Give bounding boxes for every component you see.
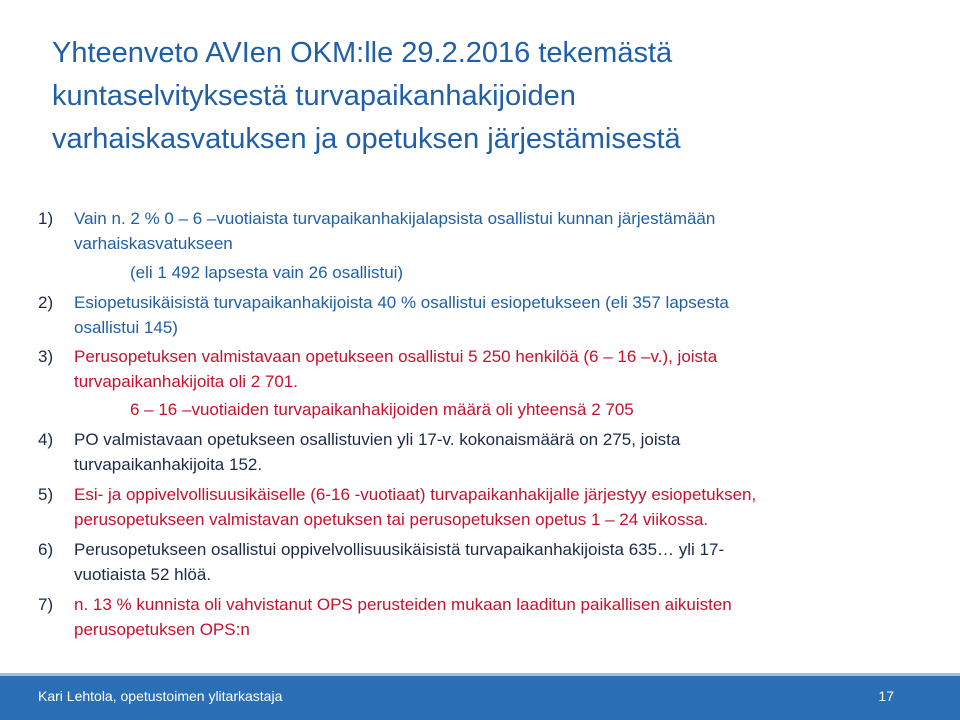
title-line-3: varhaiskasvatuksen ja opetuksen järjestämisestä [52, 123, 681, 155]
item-number: 7) [38, 595, 54, 614]
item-text-line: Esi- ja oppivelvollisuusikäiselle (6-16 -vuotiaat) turvapaikanhakijalle järjestyy esiopetuksen, [74, 485, 757, 504]
list-item-1 [38, 206, 938, 285]
title-line-2: kuntaselvityksestä turvapaikanhakijoiden [52, 80, 576, 112]
item-text-line: perusopetuksen OPS:n [74, 620, 250, 639]
item-number: 2) [38, 293, 54, 312]
item-text-line: osallistui 145) [74, 318, 178, 337]
item-text-line: turvapaikanhakijoita oli 2 701. [74, 372, 298, 391]
list-item-6 [38, 537, 938, 587]
summary-list [38, 206, 938, 642]
slide-title [52, 32, 912, 161]
list-item-4 [38, 427, 938, 477]
item-text-line: Perusopetukseen osallistui oppivelvollisuusikäisistä turvapaikanhakijoista 635… yli 17- [74, 540, 725, 559]
item-number: 1) [38, 209, 54, 228]
item-text-line: PO valmistavaan opetukseen osallistuvien yli 17-v. kokonaismäärä on 275, joista [74, 430, 681, 449]
list-item-3 [38, 344, 938, 422]
title-line-1: Yhteenveto AVIen OKM:lle 29.2.2016 tekemästä [52, 37, 673, 69]
footer-author: Kari Lehtola, opetustoimen ylitarkastaja [38, 688, 283, 704]
page-number: 17 [878, 688, 894, 704]
item-text-line: perusopetukseen valmistavan opetuksen tai perusopetuksen opetus 1 – 24 viikossa. [74, 510, 709, 529]
item-subnote: (eli 1 492 lapsesta vain 26 osallistui) [130, 263, 404, 282]
item-number: 5) [38, 485, 54, 504]
item-text-line: Perusopetuksen valmistavaan opetukseen osallistui 5 250 henkilöä (6 – 16 –v.), joista [74, 347, 718, 366]
item-subnote: 6 – 16 –vuotiaiden turvapaikanhakijoiden määrä oli yhteensä 2 705 [130, 400, 634, 419]
item-number: 4) [38, 430, 54, 449]
item-number: 6) [38, 540, 54, 559]
item-text-line: vuotiaista 52 hlöä. [74, 565, 212, 584]
item-text-line: Vain n. 2 % 0 – 6 –vuotiaista turvapaikanhakijalapsista osallistui kunnan järjestämään [74, 209, 716, 228]
item-text-line: varhaiskasvatukseen [74, 234, 233, 253]
list-item-5 [38, 482, 938, 532]
item-number: 3) [38, 347, 54, 366]
list-item-7 [38, 592, 938, 642]
slide-footer [0, 676, 960, 720]
item-text-line: turvapaikanhakijoita 152. [74, 455, 263, 474]
item-text-line: n. 13 % kunnista oli vahvistanut OPS perusteiden mukaan laaditun paikallisen aikuisten [74, 595, 732, 614]
list-item-2 [38, 290, 938, 340]
item-text-line: Esiopetusikäisistä turvapaikanhakijoista 40 % osallistui esiopetukseen (eli 357 lapsesta [74, 293, 729, 312]
